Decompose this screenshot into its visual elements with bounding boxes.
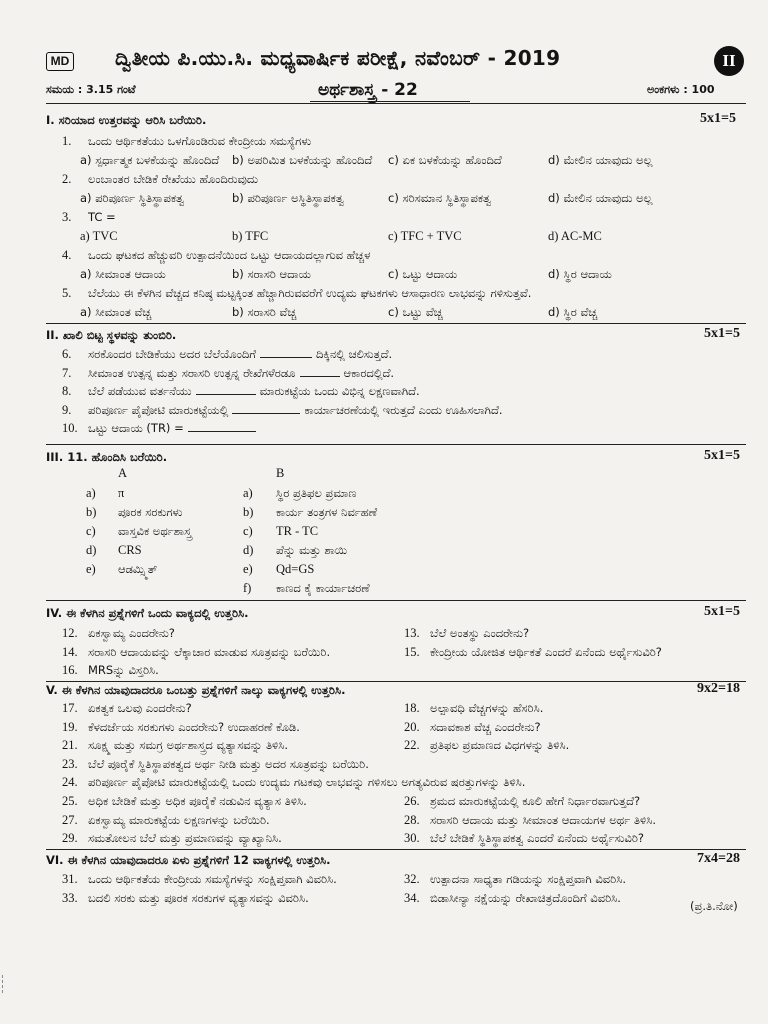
subject-underline bbox=[310, 101, 470, 102]
answer-option: d) ಸ್ಥಿರ ವೆಚ್ಚ bbox=[548, 305, 598, 319]
question-text: ಬೆಲೆ ಪಡೆಯುವ ವರ್ತನೆಯು bbox=[88, 384, 192, 399]
header-rule bbox=[46, 103, 746, 104]
question-text: ಬೆಲೆ ಬೇಡಿಕೆ ಸ್ಥಿತಿಸ್ಥಾಪಕತ್ವ ಎಂದರೆ ಏನೆಂದು ಅರ್ಥೈಸುವಿರಿ? bbox=[430, 831, 645, 846]
question-number: 16. bbox=[62, 663, 78, 677]
column-b-label: c) bbox=[243, 524, 253, 538]
question-text: ಒಂದು ಆರ್ಥಿಕತೆಯು ಒಳಗೊಂಡಿರುವ ಕೇಂದ್ರೀಯ ಸಮಸ್ಯೆಗಳು bbox=[88, 134, 312, 148]
question-text: ಮಾರುಕಟ್ಟೆಯ ಒಂದು ವಿಭಿನ್ನ ಲಕ್ಷಣವಾಗಿದೆ. bbox=[259, 384, 420, 399]
fill-blank-question bbox=[88, 384, 420, 399]
question-text: ಏಕತ್ವಕ ಒಲವು ಎಂದರೇನು? bbox=[88, 701, 192, 715]
column-a-item: ವಾಸ್ತವಿಕ ಅರ್ಥಶಾಸ್ತ್ರ bbox=[118, 524, 192, 538]
column-b-item: TR - TC bbox=[276, 524, 319, 538]
question-text: MRSನ್ನು ವಿಸ್ತರಿಸಿ. bbox=[88, 663, 159, 677]
section-rule bbox=[46, 600, 746, 601]
column-a-title: A bbox=[118, 466, 128, 480]
answer-blank bbox=[260, 347, 312, 358]
column-a-label: a) bbox=[86, 486, 96, 500]
question-number: 32. bbox=[404, 872, 420, 886]
please-turn-over: (ಪ್ರ.ತಿ.ನೋ) bbox=[690, 899, 738, 913]
question-text: ಅಲ್ಪಾವಧಿ ವೆಚ್ಚಗಳನ್ನು ಹೆಸರಿಸಿ. bbox=[430, 701, 544, 715]
question-number: 28. bbox=[404, 812, 420, 827]
column-b-item: ಕಾಣದ ಕೈ ಕಾರ್ಯಾಚರಣೆ bbox=[276, 581, 370, 595]
exam-title: ದ್ವಿತೀಯ ಪಿ.ಯು.ಸಿ. ಮಧ್ಯವಾರ್ಷಿಕ ಪರೀಕ್ಷೆ, ನವೆಂಬರ್ - 2019 bbox=[115, 46, 561, 70]
fill-blank-question bbox=[88, 366, 394, 381]
question-number: 18. bbox=[404, 701, 420, 715]
column-a-item: ಪೂರಕ ಸರಕುಗಳು bbox=[118, 505, 183, 519]
answer-option: c) ಒಟ್ಟು ವೆಚ್ಚ bbox=[388, 305, 443, 319]
paper-code-badge: MD bbox=[46, 52, 74, 71]
column-b-label: b) bbox=[243, 505, 254, 519]
max-marks: ಅಂಕಗಳು : 100 bbox=[647, 83, 715, 96]
column-a-label: c) bbox=[86, 524, 96, 538]
answer-option: a) ಸೀಮಾಂತ ವೆಚ್ಚ bbox=[80, 305, 152, 319]
answer-option: b) TFC bbox=[232, 229, 269, 243]
question-text: ಒಟ್ಟು ಆದಾಯ (TR) = bbox=[88, 421, 184, 436]
question-text: ದಿಕ್ಕಿನಲ್ಲಿ ಚಲಿಸುತ್ತದೆ. bbox=[315, 347, 393, 361]
exam-duration: ಸಮಯ : 3.15 ಗಂಟೆ bbox=[46, 83, 136, 96]
question-number: 8. bbox=[62, 384, 72, 399]
question-text: ಬೆಲೆ ಪೂರೈಕೆ ಸ್ಥಿತಿಸ್ಥಾಪಕತ್ವದ ಅರ್ಥ ನೀಡಿ ಮತ್ತು ಅದರ ಸೂತ್ರವನ್ನು ಬರೆಯಿರಿ. bbox=[88, 756, 369, 771]
section-heading: IV. ಈ ಕೆಳಗಿನ ಪ್ರಶ್ನೆಗಳಿಗೆ ಒಂದು ವಾಕ್ಯದಲ್ಲಿ ಉತ್ತರಿಸಿ. bbox=[46, 606, 249, 620]
column-b-label: a) bbox=[243, 486, 253, 500]
answer-blank bbox=[196, 384, 256, 395]
section-rule bbox=[46, 849, 746, 850]
question-number: 1. bbox=[62, 134, 72, 148]
section-heading: II. ಖಾಲಿ ಬಿಟ್ಟ ಸ್ಥಳವನ್ನು ತುಂಬಿರಿ. bbox=[46, 328, 177, 342]
section-heading: V. ಈ ಕೆಳಗಿನ ಯಾವುದಾದರೂ ಒಂಬತ್ತು ಪ್ರಶ್ನೆಗಳಿಗೆ ನಾಲ್ಕು ವಾಕ್ಯಗಳಲ್ಲಿ ಉತ್ತರಿಸಿ. bbox=[46, 683, 346, 697]
scan-mark bbox=[2, 975, 4, 993]
question-text: ಪರಿಪೂರ್ಣ ಪೈಪೋಟಿ ಮಾರುಕಟ್ಟೆಯಲ್ಲಿ bbox=[88, 402, 229, 417]
answer-option: d) AC-MC bbox=[548, 229, 602, 243]
column-a-item: CRS bbox=[118, 543, 142, 557]
column-b-item: ಪೆನ್ನು ಮತ್ತು ಶಾಯಿ bbox=[276, 543, 348, 557]
answer-option: d) ಮೇಲಿನ ಯಾವುದು ಅಲ್ಲ bbox=[548, 191, 653, 205]
column-b-item: ಸ್ಥಿರ ಪ್ರತಿಫಲ ಪ್ರಮಾಣ bbox=[276, 486, 357, 500]
year-badge: II bbox=[714, 46, 744, 76]
question-number: 7. bbox=[62, 365, 72, 380]
column-a-label: b) bbox=[86, 505, 97, 519]
column-a-label: d) bbox=[86, 543, 97, 557]
fill-blank-question bbox=[88, 347, 392, 362]
section-marks: 5x1=5 bbox=[704, 604, 740, 619]
answer-option: c) TFC + TVC bbox=[388, 229, 462, 243]
section-marks: 5x1=5 bbox=[704, 448, 740, 463]
question-text: ಸೀಮಾಂತ ಉತ್ಪನ್ನ ಮತ್ತು ಸರಾಸರಿ ಉತ್ಪನ್ನ ರೇಖೆಗಳೆರಡೂ bbox=[88, 365, 296, 380]
question-text: TC = bbox=[88, 210, 116, 224]
section-rule bbox=[46, 681, 746, 682]
section-heading: VI. ಈ ಕೆಳಗಿನ ಯಾವುದಾದರೂ ಏಳು ಪ್ರಶ್ನೆಗಳಿಗೆ 12 ವಾಕ್ಯಗಳಲ್ಲಿ ಉತ್ತರಿಸಿ. bbox=[46, 853, 331, 867]
question-number: 10. bbox=[62, 421, 78, 436]
question-number: 14. bbox=[62, 644, 78, 659]
answer-option: a) TVC bbox=[80, 229, 118, 243]
question-number: 12. bbox=[62, 626, 78, 640]
question-number: 24. bbox=[62, 775, 78, 790]
question-text: ಕೆಳದರ್ಜೆಯ ಸರಕುಗಳು ಎಂದರೇನು? ಉದಾಹರಣೆ ಕೊಡಿ. bbox=[88, 719, 300, 734]
fill-blank-question bbox=[88, 403, 503, 418]
column-b-title: B bbox=[276, 466, 285, 480]
answer-option: a) ಪರಿಪೂರ್ಣ ಸ್ಥಿತಿಸ್ಥಾಪಕತ್ವ bbox=[80, 191, 185, 205]
answer-option: b) ಸರಾಸರಿ ವೆಚ್ಚ bbox=[232, 305, 297, 319]
question-number: 17. bbox=[62, 701, 78, 715]
question-text: ಸೂಕ್ಷ್ಮ ಮತ್ತು ಸಮಗ್ರ ಅರ್ಥಶಾಸ್ತ್ರದ ವ್ಯತ್ಯಾಸವನ್ನು ತಿಳಿಸಿ. bbox=[88, 738, 289, 753]
question-text: ಒಂದು ಆರ್ಥಿಕತೆಯ ಕೇಂದ್ರೀಯ ಸಮಸ್ಯೆಗಳನ್ನು ಸಂಕ್ಷಿಪ್ತವಾಗಿ ವಿವರಿಸಿ. bbox=[88, 872, 337, 886]
column-b-item: ಕಾರ್ಯ ತಂತ್ರಗಳ ನಿರ್ವಹಣೆ bbox=[276, 505, 378, 519]
answer-option: a) ಸ್ಪರ್ಧಾತ್ಮಕ ಬಳಕೆಯನ್ನು ಹೊಂದಿದೆ bbox=[80, 153, 220, 167]
question-text: ಸರಾಸರಿ ಆದಾಯವನ್ನು ಲೆಕ್ಕಾಚಾರ ಮಾಡುವ ಸೂತ್ರವನ್ನು ಬರೆಯಿರಿ. bbox=[88, 644, 331, 659]
section-heading: III. 11. ಹೊಂದಿಸಿ ಬರೆಯಿರಿ. bbox=[46, 450, 168, 464]
question-number: 15. bbox=[404, 644, 420, 659]
question-text: ಏಕಸ್ವಾಮ್ಯ ಎಂದರೇನು? bbox=[88, 626, 175, 640]
answer-blank bbox=[232, 403, 300, 414]
question-text: ಒಂದು ಘಟಕದ ಹೆಚ್ಚುವರಿ ಉತ್ಪಾದನೆಯಿಂದ ಒಟ್ಟು ಆದಾಯದಲ್ಲಾಗುವ ಹೆಚ್ಚಳ bbox=[88, 248, 371, 262]
answer-option: d) ಸ್ಥಿರ ಆದಾಯ bbox=[548, 267, 612, 281]
question-number: 23. bbox=[62, 756, 78, 771]
question-text: ಅಧಿಕ ಬೇಡಿಕೆ ಮತ್ತು ಅಧಿಕ ಪೂರೈಕೆ ನಡುವಿನ ವ್ಯತ್ಯಾಸ ತಿಳಿಸಿ. bbox=[88, 794, 307, 808]
question-number: 3. bbox=[62, 210, 72, 224]
question-text: ಆಕಾರದಲ್ಲಿದೆ. bbox=[343, 365, 395, 380]
answer-option: b) ಪರಿಪೂರ್ಣ ಅಸ್ಥಿತಿಸ್ಥಾಪಕತ್ವ bbox=[232, 191, 345, 205]
section-rule bbox=[46, 323, 746, 324]
question-text: ಬೆಲೆ ಅಂತಸ್ಥು ಎಂದರೇನು? bbox=[430, 626, 530, 640]
question-number: 33. bbox=[62, 891, 78, 905]
question-text: ಸರಕೊಂದರ ಬೇಡಿಕೆಯು ಅದರ ಬೆಲೆಯೊಂದಿಗೆ bbox=[88, 347, 256, 361]
question-text: ಸರಾಸರಿ ಆದಾಯ ಮತ್ತು ಸೀಮಾಂತ ಆದಾಯಗಳ ಅರ್ಥ ತಿಳಿಸಿ. bbox=[430, 812, 656, 827]
question-number: 2. bbox=[62, 172, 72, 186]
question-text: ಲಂಬಾಂತರ ಬೇಡಿಕೆ ರೇಖೆಯು ಹೊಂದಿರುವುದು bbox=[88, 172, 258, 186]
question-number: 22. bbox=[404, 738, 420, 753]
section-marks: 7x4=28 bbox=[697, 851, 740, 866]
question-number: 27. bbox=[62, 812, 78, 827]
section-marks: 9x2=18 bbox=[697, 681, 740, 696]
column-b-label: f) bbox=[243, 581, 252, 595]
question-text: ಬದಲಿ ಸರಕು ಮತ್ತು ಪೂರಕ ಸರಕುಗಳ ವ್ಯತ್ಯಾಸವನ್ನು ವಿವರಿಸಿ. bbox=[88, 891, 309, 905]
answer-blank bbox=[188, 421, 256, 432]
answer-blank bbox=[300, 366, 340, 377]
column-b-label: d) bbox=[243, 543, 254, 557]
answer-option: a) ಸೀಮಾಂತ ಆದಾಯ bbox=[80, 267, 166, 281]
column-a-item: π bbox=[118, 486, 125, 500]
question-number: 13. bbox=[404, 626, 420, 640]
question-number: 19. bbox=[62, 719, 78, 734]
question-number: 34. bbox=[404, 891, 420, 905]
question-number: 20. bbox=[404, 719, 420, 734]
question-text: ಸಮತೋಲನ ಬೆಲೆ ಮತ್ತು ಪ್ರಮಾಣವನ್ನು ವ್ಯಾಖ್ಯಾನಿಸಿ. bbox=[88, 831, 282, 846]
question-text: ಪರಿಪೂರ್ಣ ಪೈಪೋಟಿ ಮಾರುಕಟ್ಟೆಯಲ್ಲಿ ಒಂದು ಉದ್ಯಮ ಗಟಕವು ಲಾಭವನ್ನು ಗಳಿಸಲು ಅಗತ್ಯವಿರುವ ಷರತ್ತುಗಳನ್ನು ತಿಳಿಸಿ. bbox=[88, 775, 526, 790]
answer-option: b) ಅಪರಿಮಿತ ಬಳಕೆಯನ್ನು ಹೊಂದಿದೆ bbox=[232, 153, 373, 167]
answer-option: d) ಮೇಲಿನ ಯಾವುದು ಅಲ್ಲ bbox=[548, 153, 653, 167]
section-marks: 5x1=5 bbox=[700, 111, 736, 126]
answer-option: c) ಒಟ್ಟು ಆದಾಯ bbox=[388, 267, 458, 281]
question-number: 26. bbox=[404, 794, 420, 808]
question-text: ಪ್ರತಿಫಲ ಪ್ರಮಾಣದ ವಿಧಗಳನ್ನು ತಿಳಿಸಿ. bbox=[430, 738, 570, 753]
question-text: ಬಿಡಾಸೀನ್ಯಾ ನಕ್ಷೆಯನ್ನು ರೇಖಾಚಿತ್ರದೊಂದಿಗೆ ವಿವರಿಸಿ. bbox=[430, 891, 621, 905]
question-number: 5. bbox=[62, 286, 72, 300]
question-text: ಕೇಂದ್ರೀಯ ಯೋಜಿತ ಆರ್ಥಿಕತೆ ಎಂದರೆ ಏನೆಂದು ಅರ್ಥೈಸುವಿರಿ? bbox=[430, 644, 662, 659]
answer-option: b) ಸರಾಸರಿ ಆದಾಯ bbox=[232, 267, 311, 281]
question-text: ಏಕಸ್ವಾಮ್ಯ ಮಾರುಕಟ್ಟೆಯ ಲಕ್ಷಣಗಳನ್ನು ಬರೆಯಿರಿ. bbox=[88, 812, 270, 827]
column-b-label: e) bbox=[243, 562, 253, 576]
question-number: 6. bbox=[62, 347, 72, 361]
question-text: ಉತ್ಪಾದನಾ ಸಾಧ್ಯತಾ ಗಡಿಯನ್ನು ಸಂಕ್ಷಿಪ್ತವಾಗಿ ವಿವರಿಸಿ. bbox=[430, 872, 626, 886]
fill-blank-question bbox=[88, 421, 260, 436]
section-rule bbox=[46, 444, 746, 445]
question-number: 4. bbox=[62, 248, 72, 262]
answer-option: c) ಸರಿಸಮಾನ ಸ್ಥಿತಿಸ್ಥಾಪಕತ್ವ bbox=[388, 191, 492, 205]
question-number: 25. bbox=[62, 794, 78, 808]
section-marks: 5x1=5 bbox=[704, 326, 740, 341]
column-b-item: Qd=GS bbox=[276, 562, 315, 576]
question-number: 29. bbox=[62, 831, 78, 846]
question-text: ಕಾರ್ಯಾಚರಣೆಯಲ್ಲಿ ಇರುತ್ತದೆ ಎಂದು ಊಹಿಸಲಾಗಿದೆ. bbox=[304, 402, 503, 417]
answer-option: c) ಏಕ ಬಳಕೆಯನ್ನು ಹೊಂದಿದೆ bbox=[388, 153, 502, 167]
column-a-item: ಆಡಮ್ಸ್ಮಿತ್ bbox=[118, 562, 158, 576]
question-text: ಬೆಲೆಯು ಈ ಕೆಳಗಿನ ವೆಚ್ಚದ ಕನಿಷ್ಠ ಮಟ್ಟಕ್ಕಿಂತ ಹೆಚ್ಚಾಗಿರುವವರೆಗೆ ಉದ್ಯಮ ಘಟಕಗಳು ಆಸಾಧಾರಣ ಲಾಭವನ್ನು ಗಳಿಸುತ್ತವೆ. bbox=[88, 286, 532, 300]
question-text: ಶ್ರಮದ ಮಾರುಕಟ್ಟೆಯಲ್ಲಿ ಕೂಲಿ ಹೇಗೆ ನಿರ್ಧಾರವಾಗುತ್ತದೆ? bbox=[430, 794, 641, 808]
question-number: 21. bbox=[62, 738, 78, 753]
column-a-label: e) bbox=[86, 562, 96, 576]
subject-title: ಅರ್ಥಶಾಸ್ತ್ರ - 22 bbox=[318, 80, 418, 100]
question-number: 30. bbox=[404, 831, 420, 846]
question-number: 9. bbox=[62, 402, 72, 417]
question-number: 31. bbox=[62, 872, 78, 886]
question-text: ಸದಾವಕಾಶ ವೆಚ್ಚ ಎಂದರೇನು? bbox=[430, 719, 541, 734]
section-heading: I. ಸರಿಯಾದ ಉತ್ತರವನ್ನು ಆರಿಸಿ ಬರೆಯಿರಿ. bbox=[46, 113, 207, 127]
